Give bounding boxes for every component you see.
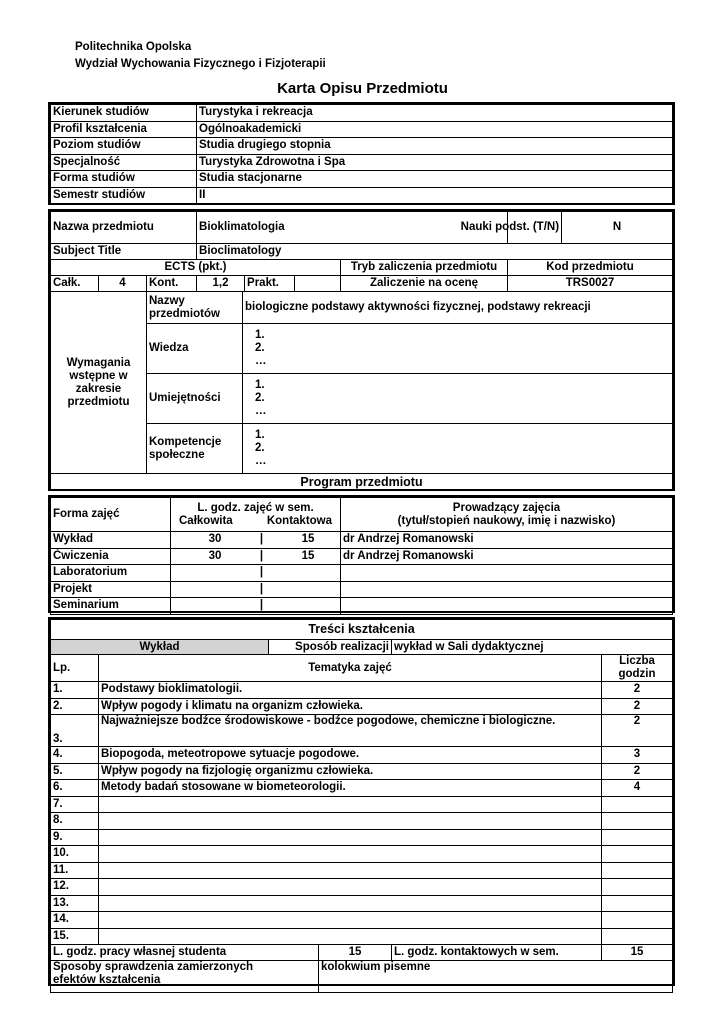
kont-value: 1,2 [197,276,245,292]
calk-value: 4 [99,276,147,292]
study-info-value: Studia drugiego stopnia [197,138,673,155]
topic-lp: 3. [51,715,99,747]
tematyka-header: Tematyka zajęć [99,655,602,682]
study-info-label: Semestr studiów [51,187,197,204]
classes-section [48,495,675,613]
class-forma: Ćwiczenia [51,548,171,565]
topic-text [99,895,602,912]
topic-hours [602,862,673,879]
topic-lp: 7. [51,796,99,813]
nazwy-value: biologiczne podstawy aktywności fizycznej, podstawy rekreacji [243,292,673,324]
topic-lp: 1. [51,682,99,699]
prakt-value [295,276,341,292]
topic-text [99,928,602,945]
topic-hours [602,813,673,830]
study-info-label: Forma studiów [51,171,197,188]
forma-label: Forma zajęć [51,498,171,532]
topic-text [99,796,602,813]
topic-hours [602,912,673,929]
topic-lp: 4. [51,747,99,764]
own-work-label: L. godz. pracy własnej studenta [51,945,319,961]
content-section [48,617,675,986]
topic-text: Podstawy bioklimatologii. [99,682,602,699]
assessment-label: Sposoby sprawdzenia zamierzonych efektów kształcenia [51,961,319,993]
topic-text [99,879,602,896]
requirements-label: Wymagania wstępne w zakresie przedmiotu [51,292,147,474]
topic-hours: 2 [602,715,673,747]
topic-text [99,846,602,863]
wiedza-label: Wiedza [147,324,243,374]
topic-hours: 2 [602,682,673,699]
study-info-label: Kierunek studiów [51,105,197,122]
class-row [51,565,673,582]
kod-label: Kod przedmiotu [508,260,673,276]
kompetencje-list: 1. 2. … [243,424,673,474]
class-hours: 30 | 15 [171,548,341,565]
topic-lp: 5. [51,763,99,780]
tryb-label: Tryb zaliczenia przedmiotu [341,260,508,276]
topic-text: Najważniejsze bodźce środowiskowe - bodźce pogodowe, chemiczne i biologiczne. [99,715,602,747]
topic-row [51,796,673,813]
subject-section [48,209,675,491]
prowadzacy-header: Prowadzący zajęcia (tytuł/stopień naukowy, imię i nazwisko) [341,498,673,532]
faculty-name: Wydział Wychowania Fizycznego i Fizjoterapii [75,58,326,70]
topic-lp: 8. [51,813,99,830]
nazwy-label: Nazwy przedmiotów [147,292,243,324]
calk-label: Całk. [51,276,99,292]
topic-hours [602,829,673,846]
study-info-row [51,138,673,155]
topic-lp: 11. [51,862,99,879]
topic-row [51,747,673,764]
topic-text [99,862,602,879]
class-forma: Wykład [51,532,171,549]
study-info-value: Studia stacjonarne [197,171,673,188]
umiejetnosci-list: 1. 2. … [243,374,673,424]
sposob-value: wykład w Sali dydaktycznej [392,640,673,655]
kod-value: TRS0027 [508,276,673,292]
subject-name-label: Nazwa przedmiotu [51,212,197,244]
class-row [51,581,673,598]
topic-row [51,780,673,797]
subject-title-value: Bioclimatology [197,244,673,260]
topic-lp: 2. [51,698,99,715]
kompetencje-label: Kompetencje społeczne [147,424,243,474]
tryb-value: Zaliczenie na ocenę [341,276,508,292]
topic-row [51,928,673,945]
topic-row [51,829,673,846]
topic-row [51,912,673,929]
class-forma: Projekt [51,581,171,598]
class-hours: | [171,598,341,615]
topic-text: Wpływ pogody na fizjologię organizmu człowieka. [99,763,602,780]
topic-row [51,895,673,912]
topic-row [51,715,673,747]
study-info-row [51,171,673,188]
ects-label: ECTS (pkt.) [51,260,341,276]
assessment-value: kolokwium pisemne [319,961,673,993]
study-info-section [48,102,675,205]
class-prowadzacy: dr Andrzej Romanowski [341,532,673,549]
topic-lp: 9. [51,829,99,846]
contact-value: 15 [602,945,673,961]
contact-label: L. godz. kontaktowych w sem. [392,945,602,961]
topic-lp: 15. [51,928,99,945]
topic-lp: 14. [51,912,99,929]
class-prowadzacy [341,565,673,582]
subject-name-value: Bioklimatologia [197,212,508,244]
topic-hours: 4 [602,780,673,797]
topic-hours [602,928,673,945]
study-info-label: Profil kształcenia [51,121,197,138]
own-work-value: 15 [319,945,392,961]
topic-row [51,879,673,896]
class-hours: | [171,565,341,582]
topic-text: Biopogoda, meteotropowe sytuacje pogodowe. [99,747,602,764]
topic-lp: 13. [51,895,99,912]
topic-hours: 2 [602,763,673,780]
godzin-header: Liczba godzin [602,655,673,682]
class-prowadzacy: dr Andrzej Romanowski [341,548,673,565]
prakt-label: Prakt. [245,276,295,292]
umiejetnosci-label: Umiejętności [147,374,243,424]
topic-hours [602,895,673,912]
topic-row [51,763,673,780]
class-prowadzacy [341,581,673,598]
class-row [51,598,673,615]
topic-text: Metody badań stosowane w biometeorologii. [99,780,602,797]
topic-lp: 6. [51,780,99,797]
study-info-row [51,121,673,138]
topic-hours [602,879,673,896]
topic-text [99,813,602,830]
topic-row [51,813,673,830]
topic-lp: 12. [51,879,99,896]
topic-hours [602,846,673,863]
wyklad-type: Wykład [51,640,269,655]
wiedza-list: 1. 2. … [243,324,673,374]
page-title: Karta Opisu Przedmiotu [277,80,448,97]
lp-header: Lp. [51,655,99,682]
topic-text [99,829,602,846]
hours-header: L. godz. zajęć w sem. Całkowita Kontaktowa [171,498,341,532]
program-title: Program przedmiotu [51,474,673,491]
nauki-value: N [562,212,673,244]
class-row [51,532,673,549]
study-info-value: Ogólnoakademicki [197,121,673,138]
topic-row [51,846,673,863]
class-prowadzacy [341,598,673,615]
study-info-row [51,187,673,204]
study-info-value: Turystyka i rekreacja [197,105,673,122]
university-name: Politechnika Opolska [75,41,192,53]
topic-row [51,862,673,879]
class-row [51,548,673,565]
topic-hours: 2 [602,698,673,715]
topic-text: Wpływ pogody i klimatu na organizm człowieka. [99,698,602,715]
study-info-label: Poziom studiów [51,138,197,155]
class-hours: 30 | 15 [171,532,341,549]
sposob-label: Sposób realizacji [269,640,392,655]
topic-lp: 10. [51,846,99,863]
topic-row [51,682,673,699]
kont-label: Kont. [147,276,197,292]
content-title: Treści kształcenia [51,620,673,640]
study-info-row [51,105,673,122]
topic-hours: 3 [602,747,673,764]
study-info-value: Turystyka Zdrowotna i Spa [197,154,673,171]
class-forma: Seminarium [51,598,171,615]
topic-text [99,912,602,929]
subject-title-label: Subject Title [51,244,197,260]
topic-hours [602,796,673,813]
study-info-label: Specjalność [51,154,197,171]
class-forma: Laboratorium [51,565,171,582]
study-info-row [51,154,673,171]
topic-row [51,698,673,715]
nauki-label: Nauki podst. (T/N) [508,212,562,244]
study-info-value: II [197,187,673,204]
class-hours: | [171,581,341,598]
